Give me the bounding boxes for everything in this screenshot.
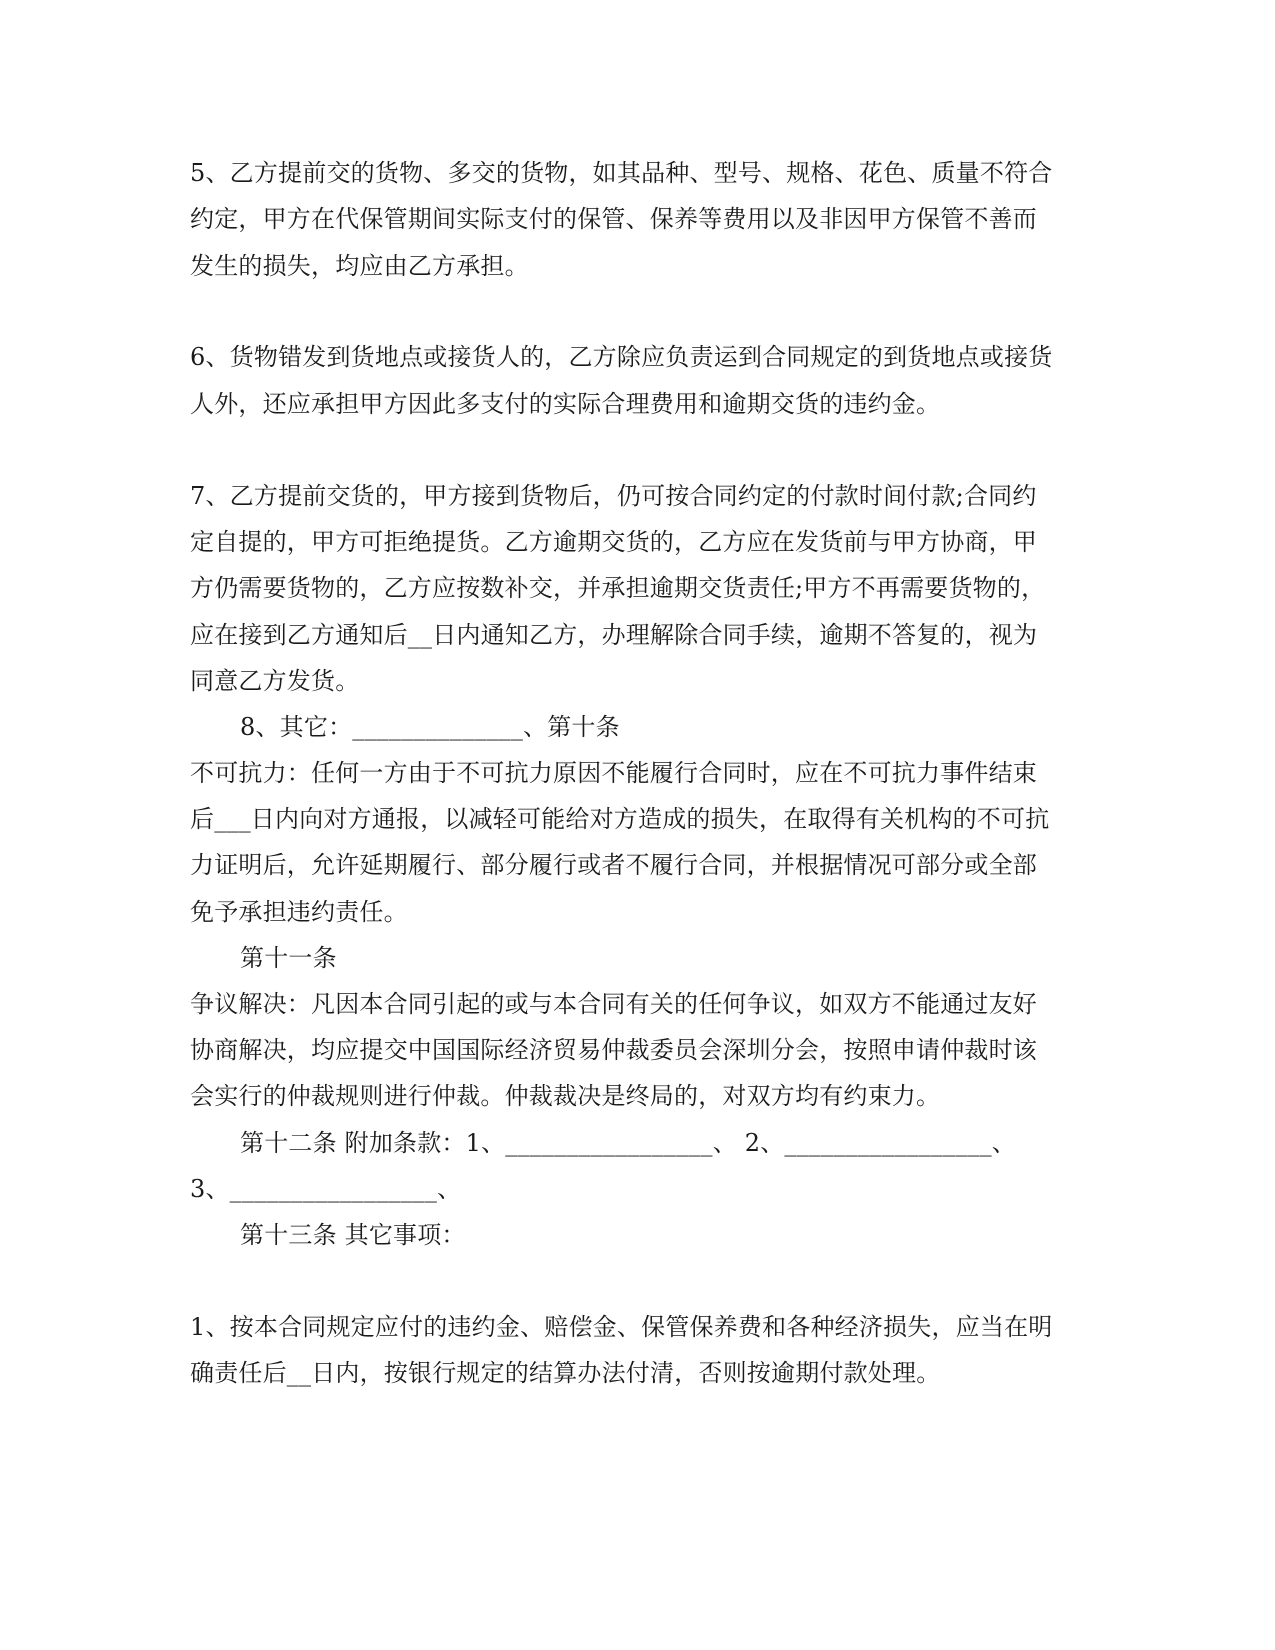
dispute-line-2: 协商解决，均应提交中国国际经济贸易仲裁委员会深圳分会，按照申请仲裁时该 [190, 1036, 1037, 1064]
clause-6-line-1: 6、货物错发到货地点或接货人的，乙方除应负责运到合同规定的到货地点或接货 [190, 343, 1053, 371]
clause-5-line-2: 约定，甲方在代保管期间实际支付的保管、保养等费用以及非因甲方保管不善而 [190, 205, 1037, 233]
dispute-line-3: 会实行的仲裁规则进行仲裁。仲裁裁决是终局的，对双方均有约束力。 [190, 1082, 941, 1110]
clause-8-other: 8、其它：______________、第十条 [240, 713, 620, 741]
clause-7-line-5: 同意乙方发货。 [190, 667, 360, 695]
article-13-heading: 第十三条 其它事项： [240, 1221, 466, 1249]
article-13-item-1-line-2: 确责任后__日内，按银行规定的结算办法付清，否则按逾期付款处理。 [190, 1359, 941, 1387]
clause-5-line-3: 发生的损失，均应由乙方承担。 [190, 252, 529, 280]
article-12-additional-terms: 第十二条 附加条款：1、_________________、 2、_________________、 [240, 1129, 1016, 1157]
article-13-item-1-line-1: 1、按本合同规定应付的违约金、赔偿金、保管保养费和各种经济损失，应当在明 [190, 1313, 1053, 1341]
force-majeure-line-4: 免予承担违约责任。 [190, 898, 408, 926]
article-11-heading: 第十一条 [240, 944, 337, 972]
clause-7-line-1: 7、乙方提前交货的，甲方接到货物后，仍可按合同约定的付款时间付款;合同约 [190, 482, 1037, 510]
clause-7-line-3: 方仍需要货物的，乙方应按数补交，并承担逾期交货责任;甲方不再需要货物的， [190, 574, 1046, 602]
clause-7-line-4: 应在接到乙方通知后__日内通知乙方，办理解除合同手续，逾期不答复的，视为 [190, 621, 1038, 649]
force-majeure-line-1: 不可抗力：任何一方由于不可抗力原因不能履行合同时，应在不可抗力事件结束 [190, 759, 1037, 787]
dispute-line-1: 争议解决：凡因本合同引起的或与本合同有关的任何争议，如双方不能通过友好 [190, 990, 1037, 1018]
clause-5-line-1: 5、乙方提前交的货物、多交的货物，如其品种、型号、规格、花色、质量不符合 [190, 159, 1053, 187]
clause-7-line-2: 定自提的，甲方可拒绝提货。乙方逾期交货的，乙方应在发货前与甲方协商，甲 [190, 528, 1037, 556]
article-12-item-3: 3、_________________、 [190, 1175, 462, 1203]
force-majeure-line-3: 力证明后，允许延期履行、部分履行或者不履行合同，并根据情况可部分或全部 [190, 851, 1037, 879]
clause-6-line-2: 人外，还应承担甲方因此多支付的实际合理费用和逾期交货的违约金。 [190, 390, 941, 418]
force-majeure-line-2: 后___日内向对方通报，以减轻可能给对方造成的损失，在取得有关机构的不可抗 [190, 805, 1050, 833]
